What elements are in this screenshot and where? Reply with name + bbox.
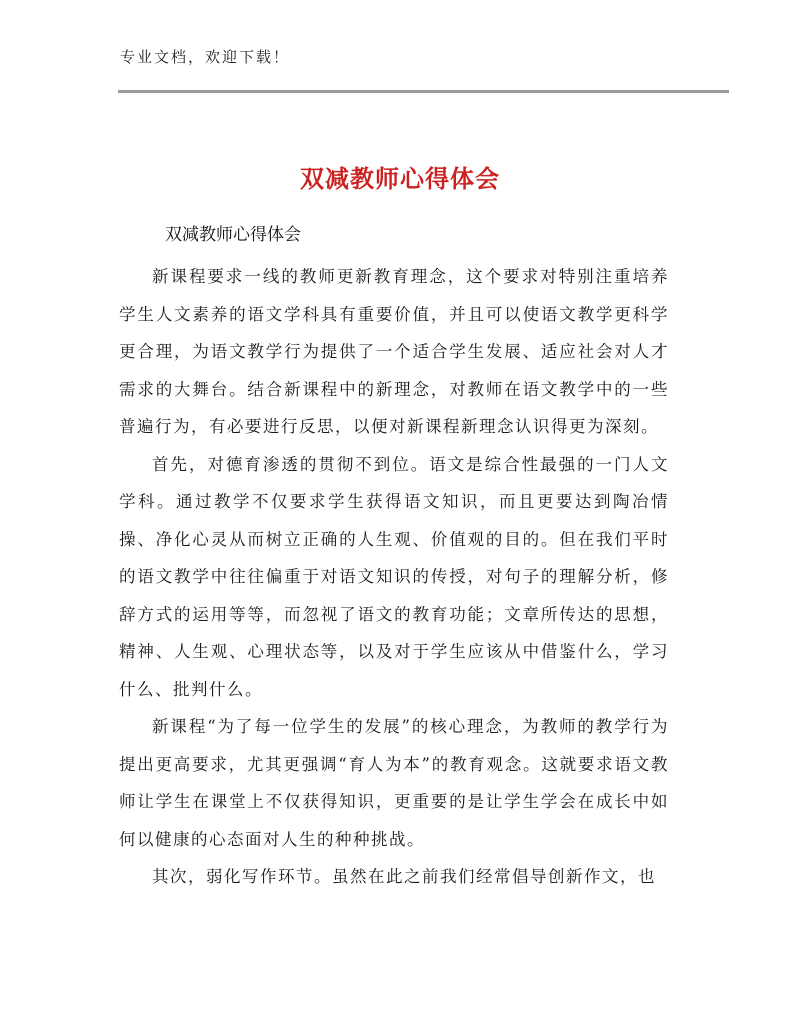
- body-paragraph-3: 新课程“为了每一位学生的发展”的核心理念，为教师的教学行为提出更高要求，尤其更强调“育人为本”的教育观念。这就要求语文教师让学生在课堂上不仅获得知识，更重要的是让学生学会在成长中如何以健康的心态面对人生的种种挑战。: [119, 717, 669, 849]
- body-paragraph-4: 其次，弱化写作环节。虽然在此之前我们经常倡导创新作文，也: [152, 867, 656, 886]
- header-divider: [118, 90, 729, 93]
- document-body: [119, 258, 669, 896]
- body-paragraph-1: 新课程要求一线的教师更新教育理念，这个要求对特别注重培养学生人文素养的语文学科具有重要价值，并且可以使语文教学更科学更合理，为语文教学行为提供了一个适合学生发展、适应社会对人才需求的大舞台。结合新课程中的新理念，对教师在语文教学中的一些普遍行为，有必要进行反思，以便对新课程新理念认识得更为深刻。: [119, 267, 669, 436]
- body-paragraph-2: 首先，对德育渗透的贯彻不到位。语文是综合性最强的一门人文学科。通过教学不仅要求学生获得语文知识，而且更要达到陶冶情操、净化心灵从而树立正确的人生观、价值观的目的。但在我们平时的语文教学中往往偏重于对语文知识的传授，对句子的理解分析，修辞方式的运用等等，而忽视了语文的教育功能；文章所传达的思想，精神、人生观、心理状态等，以及对于学生应该从中借鉴什么，学习什么、批判什么。: [119, 454, 669, 699]
- document-subtitle: 双减教师心得体会: [165, 225, 301, 245]
- document-title: 双减教师心得体会: [300, 165, 500, 194]
- page-header-text: 专业文档，欢迎下载！: [120, 48, 291, 66]
